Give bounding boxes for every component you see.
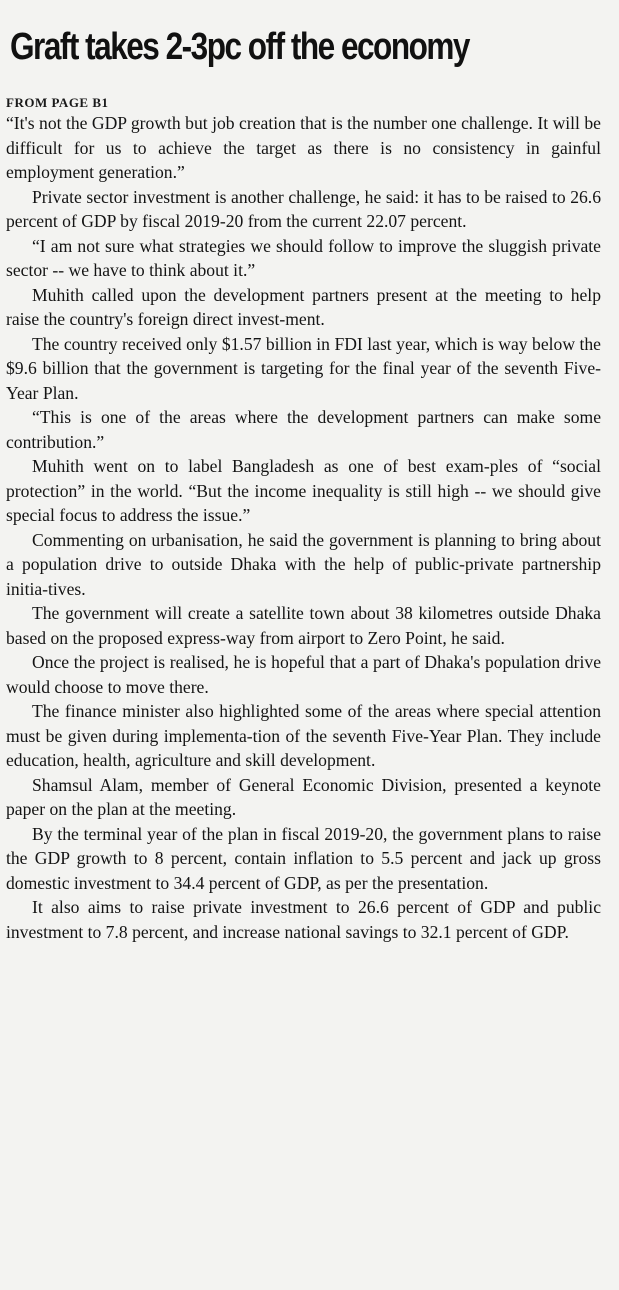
paragraph: The country received only $1.57 billion in FDI last year, which is way below the $9.6 billion that the government is targeting for the final year of the seventh Five-Year Plan. bbox=[6, 333, 601, 403]
article-body bbox=[6, 111, 601, 944]
paragraph: It also aims to raise private investment to 26.6 percent of GDP and public investment to 7.8 percent, and increase national savings to 32.1 percent of GDP. bbox=[6, 897, 601, 942]
paragraph: Muhith went on to label Bangladesh as one of best exam-ples of “social protection” in the world. “But the income inequality is still high -- we should give special focus to address the issue.” bbox=[6, 456, 601, 525]
from-page-label: FROM PAGE B1 bbox=[6, 95, 109, 110]
paragraph: The government will create a satellite town about 38 kilometres outside Dhaka based on the proposed express-way from airport to Zero Point, he said. bbox=[6, 603, 601, 648]
paragraph: “This is one of the areas where the development partners can make some contribution.” bbox=[6, 407, 601, 452]
paragraph: Private sector investment is another challenge, he said: it has to be raised to 26.6 percent of GDP by fiscal 2019-20 from the current 22.07 percent. bbox=[6, 186, 601, 231]
paragraph: “It's not the GDP growth but job creation that is the number one challenge. It will be difficult for us to achieve the target as there is no consistency in gainful employment generation.” bbox=[6, 113, 601, 182]
headline: Graft takes 2-3pc off the economy bbox=[10, 26, 469, 68]
paragraph: By the terminal year of the plan in fiscal 2019-20, the government plans to raise the GDP growth to 8 percent, contain inflation to 5.5 percent and jack up gross domestic investment to 34.4 percent of GDP, as per the presentation. bbox=[6, 823, 601, 893]
paragraph: Muhith called upon the development partners present at the meeting to help raise the country's foreign direct invest-ment. bbox=[6, 284, 601, 329]
paragraph: Commenting on urbanisation, he said the government is planning to bring about a population drive to outside Dhaka with the help of public-private partnership initia-tives. bbox=[6, 529, 601, 599]
paragraph: Once the project is realised, he is hopeful that a part of Dhaka's population drive would choose to move there. bbox=[6, 652, 601, 697]
paragraph: “I am not sure what strategies we should follow to improve the sluggish private sector -- we have to think about it.” bbox=[6, 235, 601, 280]
paragraph: Shamsul Alam, member of General Economic Division, presented a keynote paper on the plan at the meeting. bbox=[6, 774, 601, 819]
paragraph: The finance minister also highlighted some of the areas where special attention must be given during implementa-tion of the seventh Five-Year Plan. They include education, health, agriculture and skill development. bbox=[6, 701, 601, 770]
